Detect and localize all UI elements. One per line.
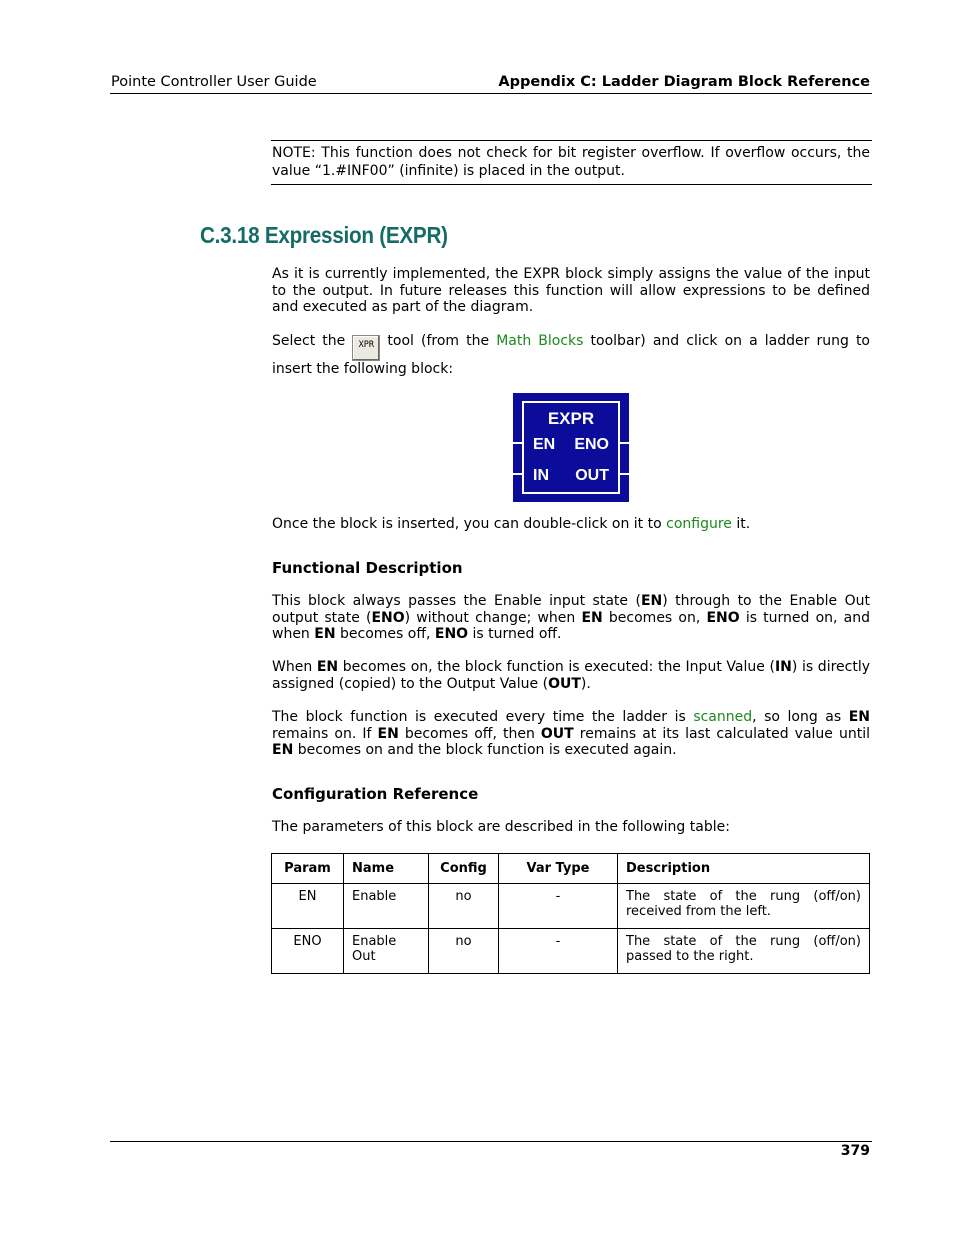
col-header-var-type: Var Type [499, 854, 618, 884]
inserted-text-before: Once the block is inserted, you can double-click on it to [272, 516, 667, 532]
math-blocks-link[interactable]: Math Blocks [496, 333, 584, 349]
text: remains on. If [272, 725, 378, 742]
functional-description-heading: Functional Description [272, 559, 463, 577]
term-out: OUT [548, 675, 581, 692]
configure-link[interactable]: configure [666, 516, 732, 532]
cell-config: no [429, 884, 499, 929]
footer-rule [110, 1141, 872, 1142]
cell-name: Enable [344, 884, 429, 929]
text: remains at its last calculated value until [573, 725, 870, 742]
running-header-title: Pointe Controller User Guide [111, 74, 317, 90]
select-text-mid: tool (from the [380, 333, 497, 349]
scanned-link[interactable]: scanned [693, 709, 753, 725]
term-en: EN [581, 609, 603, 626]
section-title: C.3.18 Expression (EXPR) [200, 222, 448, 248]
term-in: IN [774, 659, 792, 675]
parameters-table [271, 853, 870, 974]
text: becomes on, the block function is executed: the Input Value ( [338, 659, 775, 675]
term-out: OUT [540, 725, 574, 742]
term-eno: ENO [371, 609, 405, 626]
cell-description: The state of the rung (off/on) passed to the right. [618, 929, 870, 974]
block-in-label: IN [533, 467, 549, 484]
cell-var-type: - [499, 884, 618, 929]
text: becomes on and the block function is executed again. [293, 742, 677, 758]
block-out-label: OUT [575, 467, 609, 484]
inserted-text-after: it. [731, 516, 751, 532]
text: , so long as [752, 709, 849, 725]
intro-paragraph: As it is currently implemented, the EXPR block simply assigns the value of the input to the output. In future releases this function will allow expressions to be defined and executed as part of the diagram. [272, 266, 870, 315]
term-en: EN [640, 593, 663, 609]
func-paragraph-1 [272, 593, 870, 643]
select-text-after: toolbar) and click on a ladder rung to insert the following block: [272, 333, 870, 377]
config-intro: The parameters of this block are described in the following table: [272, 819, 730, 835]
term-en: EN [848, 709, 870, 725]
text: becomes off, then [398, 725, 541, 742]
col-header-description: Description [618, 854, 870, 884]
col-header-param: Param [272, 854, 344, 884]
cell-config: no [429, 929, 499, 974]
text: becomes off, [335, 626, 435, 642]
block-eno-label: ENO [574, 436, 609, 453]
text: ). [580, 675, 591, 692]
table-header-row [272, 854, 870, 884]
xpr-tool-icon[interactable]: XPR [352, 335, 380, 361]
term-en: EN [377, 725, 399, 742]
block-en-label: EN [533, 436, 556, 453]
running-header-chapter: Appendix C: Ladder Diagram Block Reference [498, 74, 870, 90]
note-bottom-rule [271, 184, 872, 185]
text: The block function is executed every time the ladder is [272, 709, 694, 725]
header-rule [110, 93, 872, 94]
inserted-paragraph [272, 516, 870, 533]
term-eno: ENO [434, 626, 469, 642]
col-header-config: Config [429, 854, 499, 884]
cell-name: Enable Out [344, 929, 429, 974]
overflow-note: NOTE: This function does not check for bit register overflow. If overflow occurs, the value “1.#INF00” (infinite) is placed in the output. [272, 145, 870, 179]
page-number: 379 [840, 1143, 870, 1159]
text: is turned off. [468, 626, 562, 642]
term-eno: ENO [706, 609, 740, 626]
term-en: EN [316, 659, 339, 675]
table-row [272, 929, 870, 974]
text: ) without change; when [404, 609, 582, 626]
expr-block-diagram [513, 393, 629, 502]
term-en: EN [314, 626, 336, 642]
note-top-rule [271, 140, 872, 141]
configuration-reference-heading: Configuration Reference [272, 785, 479, 803]
text: When [272, 659, 317, 675]
cell-var-type: - [499, 929, 618, 974]
text: becomes on, [602, 609, 707, 626]
term-en: EN [272, 742, 294, 758]
col-header-name: Name [344, 854, 429, 884]
cell-description: The state of the rung (off/on) received from the left. [618, 884, 870, 929]
func-paragraph-3 [272, 709, 870, 759]
select-tool-paragraph [272, 333, 870, 378]
cell-param: ENO [272, 929, 344, 974]
cell-param: EN [272, 884, 344, 929]
text: is turned on, and when [272, 609, 870, 642]
select-text-before: Select the [272, 333, 346, 349]
table-row [272, 884, 870, 929]
func-paragraph-2 [272, 659, 870, 692]
text: ) through to the Enable Out output state ( [272, 593, 870, 626]
block-title: EXPR [547, 409, 595, 428]
text: ) is directly assigned (copied) to the Output Value ( [272, 659, 871, 692]
text: This block always passes the Enable input state ( [272, 593, 641, 609]
